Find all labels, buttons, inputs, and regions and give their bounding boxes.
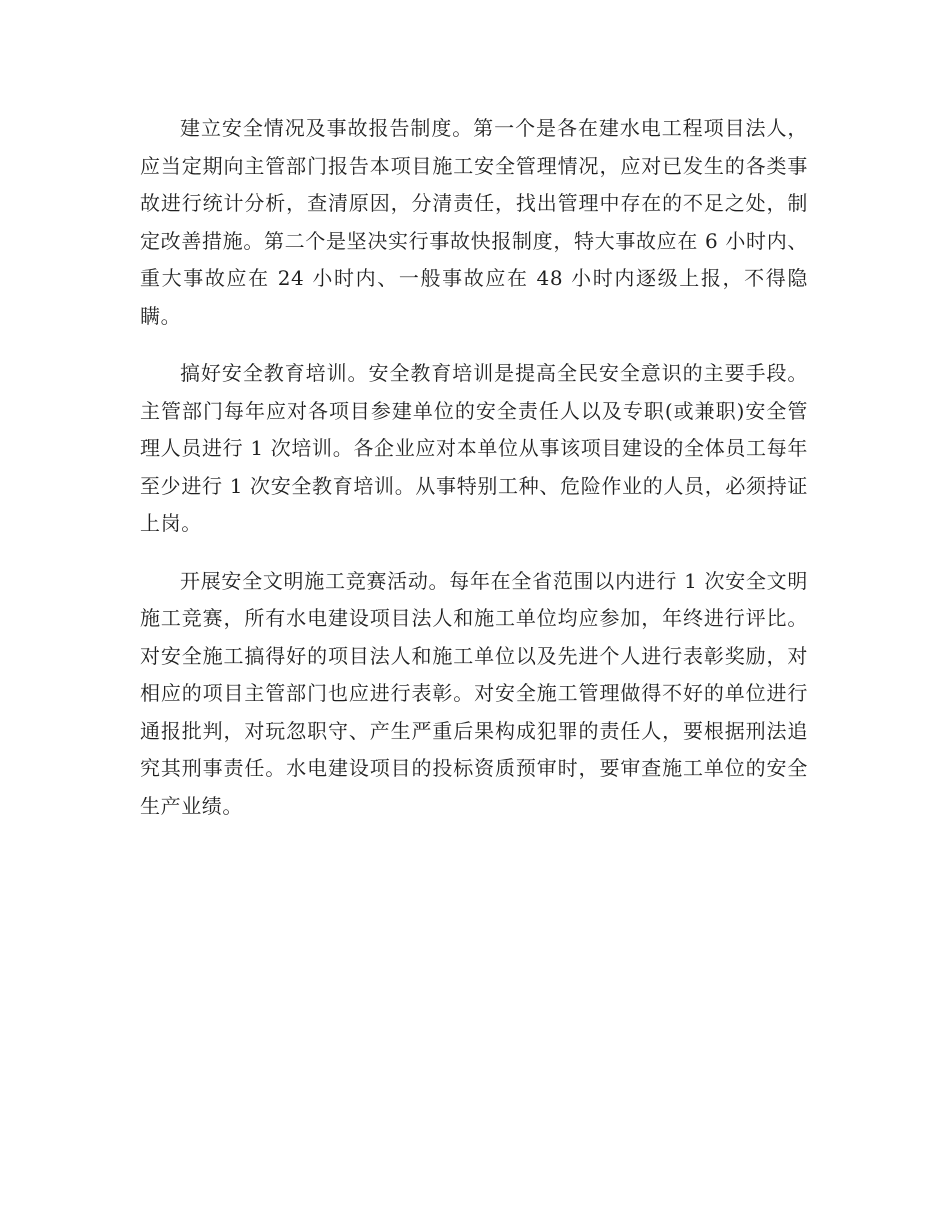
paragraph-safety-training: 搞好安全教育培训。安全教育培训是提高全民安全意识的主要手段。主管部门每年应对各项目参建单位的安全责任人以及专职(或兼职)安全管理人员进行 1 次培训。各企业应对本单位从事该项目建设的全体员工每年至少进行 1 次安全教育培训。从事特别工种、危险作业的人员，必须持证上岗。 [140,361,808,535]
document-body [140,110,808,845]
paragraph-accident-reporting: 建立安全情况及事故报告制度。第一个是各在建水电工程项目法人，应当定期向主管部门报告本项目施工安全管理情况，应对已发生的各类事故进行统计分析，查清原因，分清责任，找出管理中存在的不足之处，制定改善措施。第二个是坚决实行事故快报制度，特大事故应在 6 小时内、重大事故应在 24 小时内、一般事故应在 48 小时内逐级上报，不得隐瞒。 [140,116,808,328]
paragraph-construction-competition: 开展安全文明施工竞赛活动。每年在全省范围以内进行 1 次安全文明施工竞赛，所有水电建设项目法人和施工单位均应参加，年终进行评比。对安全施工搞得好的项目法人和施工单位以及先进个人进行表彰奖励，对相应的项目主管部门也应进行表彰。对安全施工管理做得不好的单位进行通报批判，对玩忽职守、产生严重后果构成犯罪的责任人，要根据刑法追究其刑事责任。水电建设项目的投标资质预审时，要审查施工单位的安全生产业绩。 [140,568,808,818]
